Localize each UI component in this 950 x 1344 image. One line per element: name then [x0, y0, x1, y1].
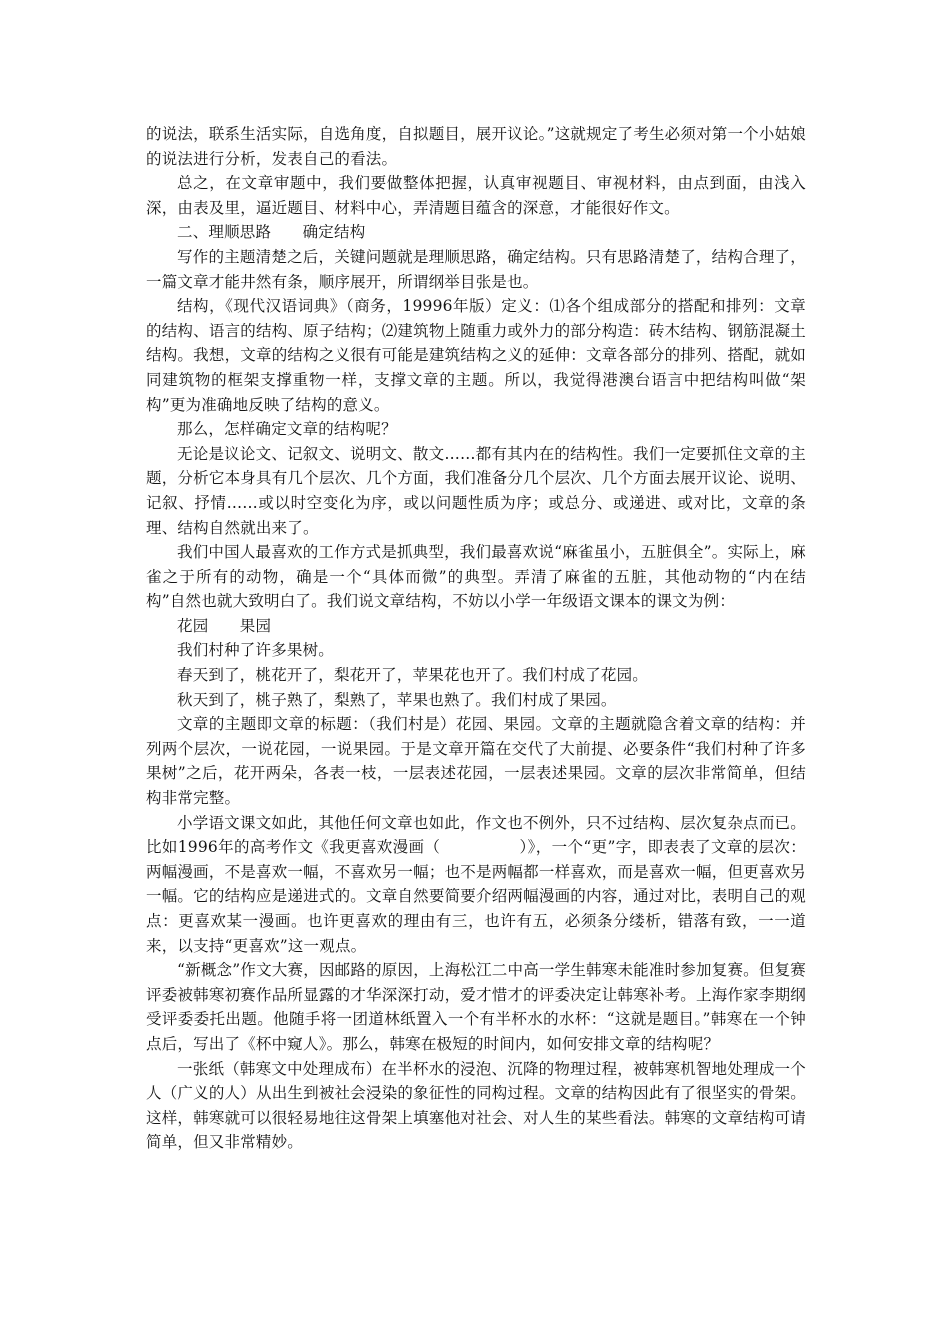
example-line: 秋天到了，桃子熟了，梨熟了，苹果也熟了。我们村成了果园。 — [177, 690, 617, 709]
paragraph: 写作的主题清楚之后，关键问题就是理顺思路，确定结构。只有思路清楚了，结构合理了，一篇文章才能井然有条，顺序展开，所谓纲举目张是也。 — [146, 247, 806, 291]
paragraph: 那么，怎样确定文章的结构呢？ — [177, 420, 397, 439]
example-line: 春天到了，桃花开了，梨花开了，苹果花也开了。我们村成了花园。 — [177, 666, 649, 685]
paragraph: 无论是议论文、记叙文、说明文、散文……都有其内在的结构性。我们一定要抓住文章的主题，分析它本身具有几个层次、几个方面，我们准备分几个层次、几个方面去展开议论、说明、记叙、抒情……或以时空变化为序，或以问题性质为序；或总分、或递进、或对比，文章的条理、结构自然就出来了。 — [146, 444, 806, 537]
document-body — [146, 122, 806, 1155]
paragraph: “新概念”作文大赛，因邮路的原因，上海松江二中高一学生韩寒未能准时参加复赛。但复赛评委被韩寒初赛作品所显露的才华深深打动，爱才惜才的评委决定让韩寒补考。上海作家李期纲受评委委托出题。他随手将一团道林纸置入一个有半杯水的水杯：“这就是题目。”韩寒在一个钟点后，写出了《杯中窥人》。那么，韩寒在极短的时间内，如何安排文章的结构呢？ — [146, 961, 806, 1053]
example-line: 我们村种了许多果树。 — [177, 641, 335, 660]
section-heading: 二、理顺思路 确定结构 — [177, 223, 366, 242]
paragraph: 结构，《现代汉语词典》（商务，19996年版）定义：⑴各个组成部分的搭配和排列：文章的结构、语言的结构、原子结构；⑵建筑物上随重力或外力的部分构造：砖木结构、钢筋混凝土结构。我想，文章的结构之义很有可能是建筑结构之义的延伸：文章各部分的排列、搭配，就如同建筑物的框架支撑重物一样，支撑文章的主题。所以，我觉得港澳台语言中把结构叫做“架构”更为准确地反映了结构的意义。 — [146, 297, 806, 414]
paragraph: 一张纸（韩寒文中处理成布）在半杯水的浸泡、沉降的物理过程，被韩寒机智地处理成一个人（广义的人）从出生到被社会浸染的象征性的同构过程。文章的结构因此有了很坚实的骨架。这样，韩寒就可以很轻易地往这骨架上填塞他对社会、对人生的某些看法。韩寒的文章结构可请简单，但又非常精妙。 — [146, 1059, 806, 1152]
paragraph: 文章的主题即文章的标题：（我们村是）花园、果园。文章的主题就隐含着文章的结构：并列两个层次，一说花园，一说果园。于是文章开篇在交代了大前提、必要条件“我们村种了许多果树”之后，花开两朵，各表一枝，一层表述花园，一层表述果园。文章的层次非常简单，但结构非常完整。 — [146, 715, 806, 808]
paragraph: 我们中国人最喜欢的工作方式是抓典型，我们最喜欢说“麻雀虽小，五脏俱全”。实际上，麻雀之于所有的动物，确是一个“具体而微”的典型。弄清了麻雀的五脏，其他动物的“内在结构”自然也就大致明白了。我们说文章结构，不妨以小学一年级语文课本的课文为例： — [146, 543, 806, 611]
example-title: 花园 果园 — [177, 616, 272, 635]
paragraph: 的说法，联系生活实际，自选角度，自拟题目，展开议论。”这就规定了考生必须对第一个小姑娘的说法进行分析，发表自己的看法。 — [146, 125, 806, 168]
paragraph: 小学语文课文如此，其他任何文章也如此，作文也不例外，只不过结构、层次复杂点而已。比如1996年的高考作文《我更喜欢漫画（ ）》，一个“更”字，即表表了文章的层次：两幅漫画，不是喜欢一幅，不喜欢另一幅；也不是两幅都一样喜欢，而是喜欢一幅，但更喜欢另一幅。它的结构应是递进式的。文章自然要简要介绍两幅漫画的内容，通过对比，表明自己的观点：更喜欢某一漫画。也许更喜欢的理由有三，也许有五，必须条分缕析，错落有致，一一道来，以支持“更喜欢”这一观点。 — [146, 813, 806, 955]
paragraph: 总之，在文章审题中，我们要做整体把握，认真审视题目、审视材料，由点到面，由浅入深，由表及里，逼近题目、材料中心，弄清题目蕴含的深意，才能很好作文。 — [146, 174, 806, 217]
